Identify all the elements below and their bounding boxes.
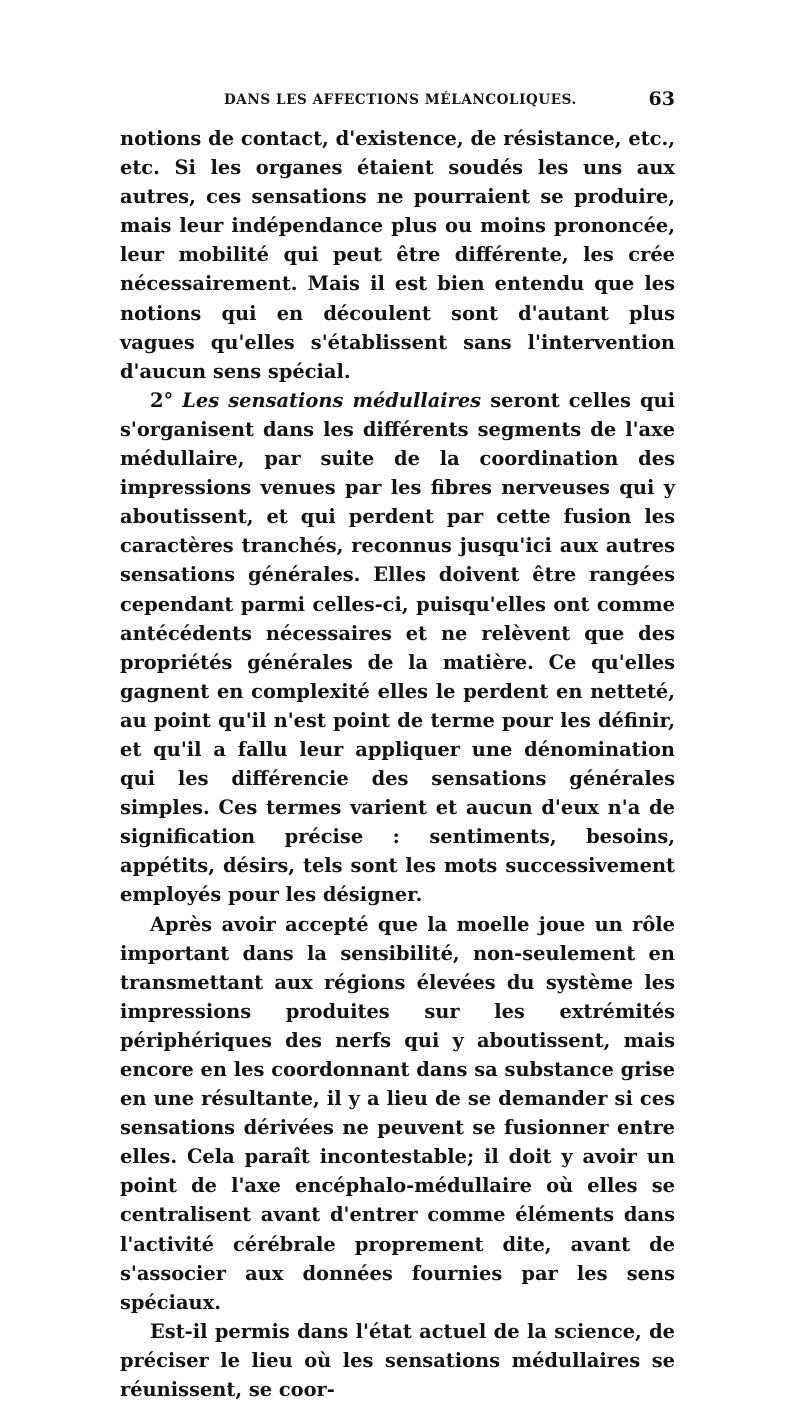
- paragraph-3: Après avoir accepté que la moelle joue un rôle important dans la sensibilité, non-seulement en transmettant aux régions élevées du système les impressions produites sur les extrémités périphériques des nerfs qui y aboutissent, mais encore en les coordonnant dans sa substance grise en une résultante, il y a lieu de se demander si ces sensations dérivées ne peuvent se fusionner entre elles. Cela paraît incontestable; il doit y avoir un point de l'axe encéphalo-médullaire où elles se centralisent avant d'entrer comme éléments dans l'activité cérébrale proprement dite, avant de s'associer aux données fournies par les sens spéciaux.: [120, 912, 675, 1314]
- body-text: [120, 124, 675, 1404]
- page-number: 63: [648, 88, 675, 110]
- section-number: 2°: [150, 388, 174, 412]
- paragraph-2-text: seront celles qui s'organisent dans les différents segments de l'axe médullaire, par suite de la coordination des impressions venues par les fibres nerveuses qui y aboutissent, et qui perdent par cette fusion les caractères tranchés, reconnus jusqu'ici aux autres sensations générales. Elles doivent être rangées cependant parmi celles-ci, puisqu'elles ont comme antécédents nécessaires et ne relèvent que des propriétés générales de la matière. Ce qu'elles gagnent en complexité elles le perdent en netteté, au point qu'il n'est point de terme pour les définir, et qu'il a fallu leur appliquer une dénomination qui les différencie des sensations générales simples. Ces termes varient et aucun d'eux n'a de signification précise : sentiments, besoins, appétits, désirs, tels sont les mots successivement employés pour les désigner.: [120, 388, 675, 907]
- running-title: DANS LES AFFECTIONS MÉLANCOLIQUES.: [224, 92, 577, 108]
- section-term: Les sensations médullaires: [182, 388, 482, 412]
- running-head: [120, 86, 675, 114]
- paragraph-2: [120, 386, 675, 910]
- paragraph-4: Est-il permis dans l'état actuel de la science, de préciser le lieu où les sensations médullaires se réunissent, se coor-: [120, 1319, 675, 1402]
- paragraph-1: notions de contact, d'existence, de résistance, etc., etc. Si les organes étaient soudés les uns aux autres, ces sensations ne pourraient se produire, mais leur indépendance plus ou moins prononcée, leur mobilité qui peut être différente, les crée nécessairement. Mais il est bien entendu que les notions qui en découlent sont d'autant plus vagues qu'elles s'établissent sans l'intervention d'aucun sens spécial.: [120, 127, 675, 383]
